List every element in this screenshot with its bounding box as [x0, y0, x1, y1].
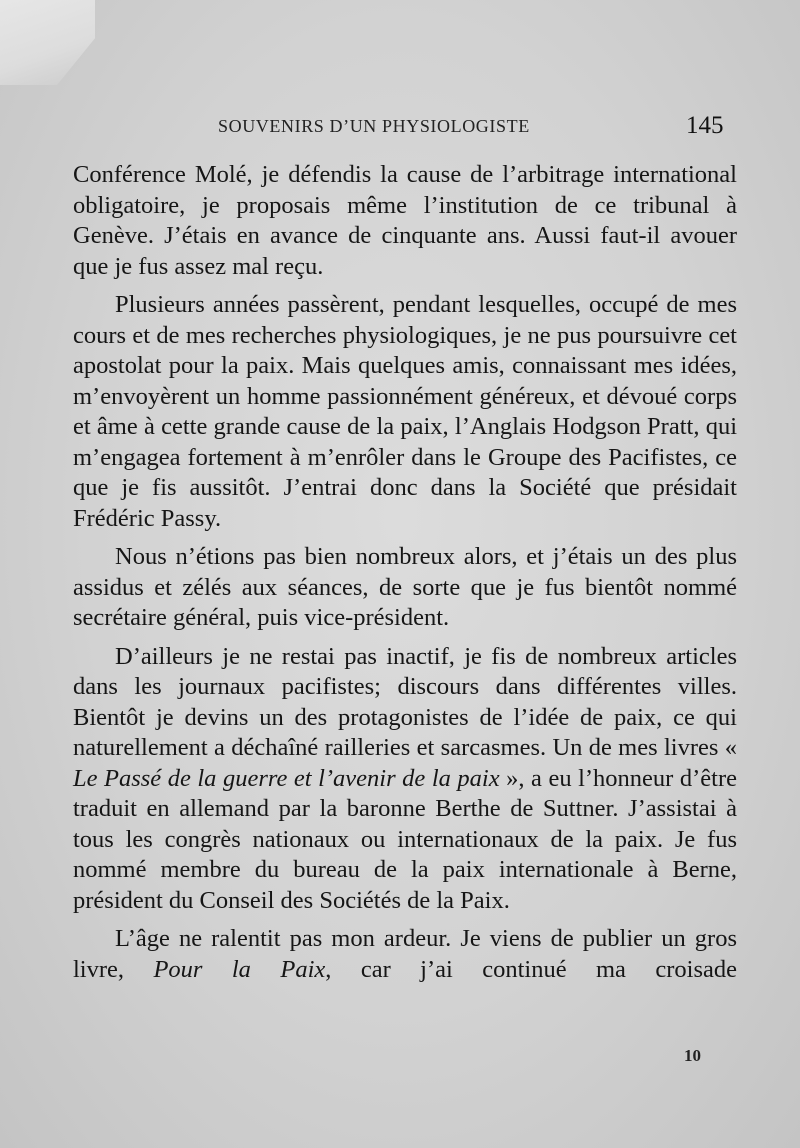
paragraph-text: L’âge ne ralentit pas mon ardeur. Je viens de publier un gros livre, [73, 925, 737, 983]
paragraph [73, 924, 737, 985]
paragraph: Plusieurs années passèrent, pendant lesquelles, occupé de mes cours et de mes recherches physiologiques, je ne pus poursuivre cet apostolat pour la paix. Mais quelques amis, connaissant mes idées, m’envoyèrent un homme passionnément généreux, et dévoué corps et âme à cette grande cause de la paix, l’Anglais Hodgson Pratt, qui m’engagea fortement à m’enrôler dans le Groupe des Pacifistes, ce que je fis aussitôt. J’entrai donc dans la Société que présidait Frédéric Passy. [73, 291, 737, 532]
paragraph-text: D’ailleurs je ne restai pas inactif, je fis de nombreux articles dans les journaux pacifistes; discours dans différentes villes. Bientôt je devins un des protagonistes de l’idée de paix, ce qui naturellement a déchaîné railleries et sarcasmes. Un de mes livres « [73, 642, 737, 761]
corner-paper-fold [0, 0, 95, 85]
signature-mark: 10 [684, 1046, 701, 1065]
paragraph [73, 642, 737, 917]
paragraph: Nous n’étions pas bien nombreux alors, et j’étais un des plus assidus et zélés aux séances, de sorte que je fus bientôt nommé secrétaire général, puis vice-président. [73, 543, 737, 631]
paragraph: Conférence Molé, je défendis la cause de l’arbitrage international obligatoire, je proposais même l’institution de ce tribunal à Genève. J’étais en avance de cinquante ans. Aussi faut-il avouer que je fus assez mal reçu. [73, 161, 737, 280]
book-title: Le Passé de la guerre et l’avenir de la paix [73, 764, 500, 792]
body-text [73, 160, 737, 985]
running-header [0, 112, 800, 142]
running-title: SOUVENIRS D’UN PHYSIOLOGISTE [218, 116, 530, 136]
page-number: 145 [686, 112, 724, 139]
paragraph-text: , car j’ai continué ma croisade [325, 955, 737, 983]
book-title: Pour la Paix [153, 955, 326, 983]
paragraph-text: », a eu l’honneur d’être traduit en allemand par la baronne Berthe de Suttner. J’assistai à tous les congrès nationaux ou internationaux de la paix. Je fus nommé membre du bureau de la paix internationale à Berne, président du Conseil des Sociétés de la Paix. [73, 764, 737, 914]
